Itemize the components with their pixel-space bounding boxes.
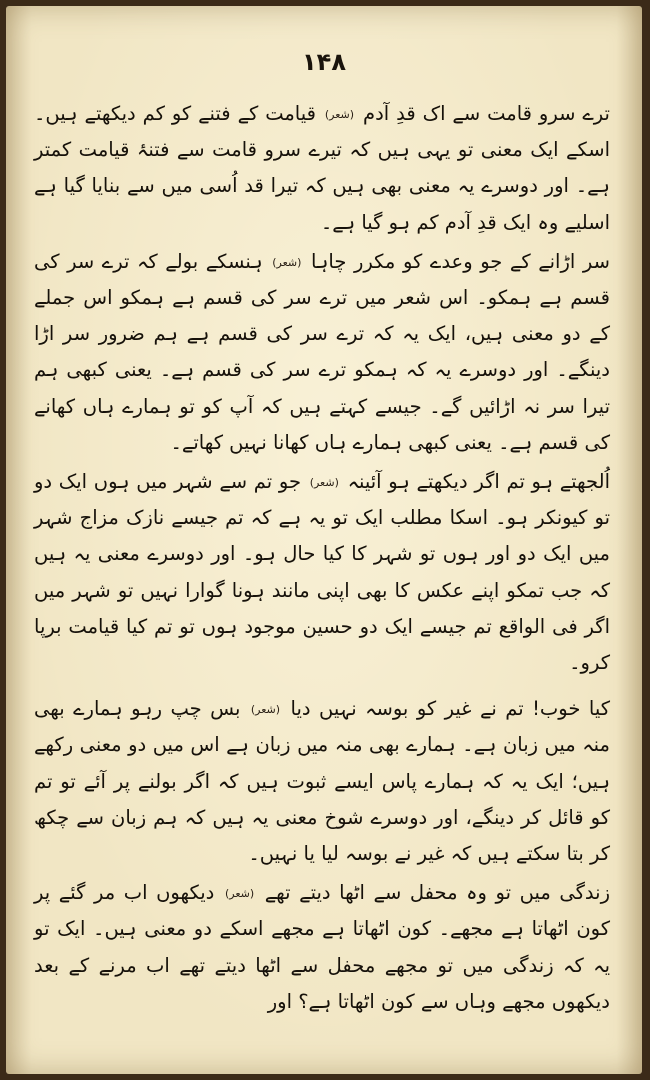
paragraph-4-verse: کیا خوب! تم نے غیر کو بوسہ نہیں دیا <box>290 697 610 721</box>
paragraph-4-text: بس چپ رہو ہمارے بھی منہ میں زبان ہے۔ ہمارے بھی منہ میں زبان ہے اس میں دو معنی رکھے ہیں؛ ایک یہ کہ ہمارے پاس ایسے ثبوت ہیں کہ اگر بولنے پر آئے تو تم کو قائل کر دینگے، اور دوسرے شوخ معنی یہ ہیں کہ ہم زبان سے چکھ کر بتا سکتے ہیں کہ غیر نے بوسہ لیا یا نہیں۔ <box>34 697 610 866</box>
page-number: ۱۴۸ <box>302 48 346 76</box>
paragraph-5 <box>34 875 610 1020</box>
paragraph-1-verse: ترے سرو قامت سے اک قدِ آدم <box>363 102 610 125</box>
paragraph-4 <box>34 691 610 872</box>
paragraph-5-marker: (شعر) <box>224 887 255 901</box>
paragraph-1 <box>34 96 610 241</box>
paragraph-2-verse: سر اڑانے کے جو وعدے کو مکرر چاہا <box>311 249 610 273</box>
paragraph-1-marker: (شعر) <box>324 108 355 121</box>
paragraph-3-verse: اُلجھتے ہو تم اگر دیکھتے ہو آئینہ <box>347 470 610 494</box>
paragraph-4-marker: (شعر) <box>250 703 281 717</box>
page-body <box>34 96 610 1058</box>
paragraph-1-text: قیامت کے فتنے کو کم دیکھتے ہیں۔ اسکے ایک معنی تو یہی ہیں کہ تیرے سرو قامت سے فتنۂ قیامت کمتر ہے۔ اور دوسرے یہ معنی بھی ہیں کہ تیرا قد اُسی میں سے بنایا گیا ہے اسلیے وہ ایک قدِ آدم کم ہو گیا ہے۔ <box>34 102 610 234</box>
paragraph-2 <box>34 244 610 461</box>
paragraph-5-verse: زندگی میں تو وہ محفل سے اٹھا دیتے تھے <box>264 881 611 905</box>
paragraph-3-marker: (شعر) <box>309 476 339 490</box>
paragraph-5-text: دیکھوں اب مر گئے پر کون اٹھاتا ہے مجھے۔ کون اٹھاتا ہے مجھے اسکے دو معنی ہیں۔ ایک تو یہ کہ زندگی میں تو مجھے محفل سے اٹھا دیتے تھے اب مرنے کے بعد دیکھوں مجھے وہاں سے کون اٹھاتا ہے؟ اور <box>34 881 610 1013</box>
book-page <box>6 6 642 1074</box>
paragraph-2-text: ہنسکے بولے کہ ترے سر کی قسم ہے ہمکو۔ اس شعر میں ترے سر کی قسم ہے ہمکو اس جملے کے دو معنی ہیں، ایک یہ کہ ترے سر کی قسم ہے ہم ضرور سر اڑا دینگے۔ اور دوسرے یہ کہ ہمکو ترے سر کی قسم ہے۔ یعنی کبھی ہم تیرا سر نہ اڑائیں گے۔ جیسے کہتے ہیں کہ آپ کو تو ہمارے ہاں کھانے کی قسم ہے۔ یعنی کبھی ہمارے ہاں کھانا نہیں کھاتے۔ <box>34 249 610 454</box>
paragraph-3-text: جو تم سے شہر میں ہوں ایک دو تو کیونکر ہو۔ اسکا مطلب ایک تو یہ ہے کہ تم جیسے نازک مزاج شہر میں ایک دو اور ہوں تو شہر کا کیا حال ہو۔ اور دوسرے معنی یہ ہیں کہ جب تمکو اپنے عکس کا بھی اپنی مانند ہونا گوارا نہیں تو شہر میں اگر فی الواقع تم جیسے ایک دو حسین موجود ہوں تو تم کیا قیامت برپا کرو۔ <box>34 470 610 675</box>
paragraph-3 <box>34 464 610 681</box>
paragraph-2-marker: (شعر) <box>272 255 302 269</box>
